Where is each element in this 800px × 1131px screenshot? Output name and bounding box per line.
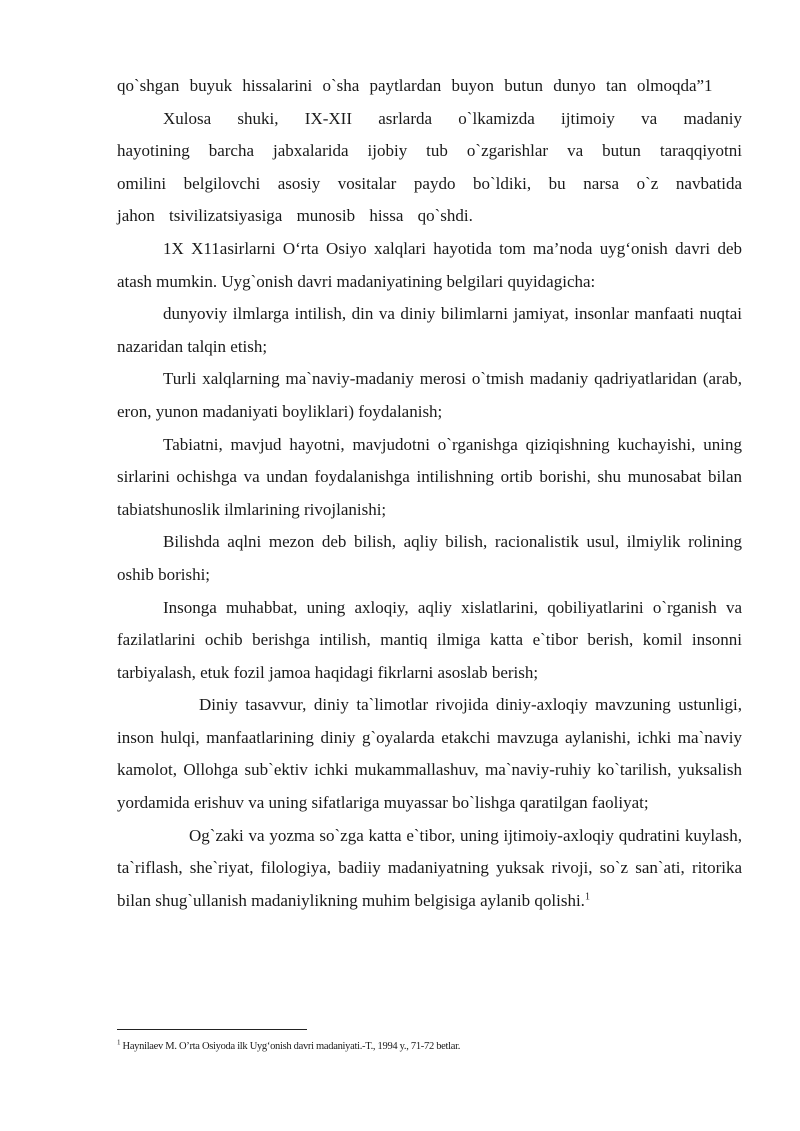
footnote-text: Haynilaev M. O’rta Osiyoda ilk Uyg‘onish davri madaniyati.-T., 1994 y., 71-72 betlar. xyxy=(122,1041,461,1052)
footnote xyxy=(117,1040,742,1054)
paragraph-renaissance-intro: 1X X11asirlarni O‘rta Osiyo xalqlari hayotida tom ma’noda uyg‘onish davri deb atash mumkin. Uyg`onish davri madaniyatining belgilari quyidagicha: xyxy=(117,238,742,291)
document-body xyxy=(117,70,742,917)
paragraph-text: Og`zaki va yozma so`zga katta e`tibor, uning ijtimoiy-axloqiy qudratini kuylash, ta`riflash, she`riyat, filologiya, badiiy madaniyatning yuksak rivoji, so`z san`ati, ritorika bilan shug`ullanish madaniylikning muhim belgisiga aylanib qolishi. xyxy=(117,825,742,910)
paragraph-conclusion: Xulosa shuki, IX-XII asrlarda o`lkamizda ijtimoiy va madaniy hayotining barcha jabxalarida ijobiy tub o`zgarishlar va butun taraqqiyotni omilini belgilovchi asosiy vositalar paydo bo`ldiki, bu narsa o`z navbatida jahon tsivilizatsiyasiga munosib hissa qo`shdi. xyxy=(117,108,742,226)
paragraph-item-religion: Diniy tasavvur, diniy ta`limotlar rivojida diniy-axloqiy mavzuning ustunligi, inson hulqi, manfaatlarining diniy g`oyalarda etakchi mavzuga aylanishi, ichki ma`naviy kamolot, Ollohga sub`ektiv ichki mukammallashuv, ma`naviy-ruhiy ko`tarilish, yuksalish yordamida erishuv va uning sifatlariga muyassar bo`lishga qaratilgan faoliyat; xyxy=(117,695,742,813)
footnote-mark: 1 xyxy=(117,1038,121,1047)
paragraph-item-nature: Tabiatni, mavjud hayotni, mavjudotni o`rganishga qiziqishning kuchayishi, uning sirlarini ochishga va undan foydalanishga intilishning ortib borishi, shu munosabat bilan tabiatshunoslik ilmlarining rivojlanishi; xyxy=(117,434,742,519)
footnote-reference[interactable]: 1 xyxy=(584,891,590,903)
paragraph-item-secular-sciences: dunyoviy ilmlarga intilish, din va diniy bilimlarni jamiyat, insonlar manfaati nuqtai nazaridan talqin etish; xyxy=(117,304,742,356)
paragraph-item-humanism: Insonga muhabbat, uning axloqiy, aqliy xislatlarini, qobiliyatlarini o`rganish va fazilatlarini ochib berishga intilish, mantiq ilmiga katta e`tibor berish, komil insonni tarbiyalash, etuk fozil jamoa haqidagi fikrlarni asoslab berish; xyxy=(117,597,742,682)
paragraph-item-reason: Bilishda aqlni mezon deb bilish, aqliy bilish, racionalistik usul, ilmiylik rolining oshib borishi; xyxy=(117,532,742,584)
footnote-divider xyxy=(117,1029,307,1030)
paragraph-item-word xyxy=(117,820,742,918)
paragraph-continuation: qo`shgan buyuk hissalarini o`sha paytlardan buyon butun dunyo tan olmoqda”1 xyxy=(117,76,713,95)
paragraph-item-heritage: Turli xalqlarning ma`naviy-madaniy merosi o`tmish madaniy qadriyatlaridan (arab, eron, yunon madaniyati boyliklari) foydalanish; xyxy=(117,369,742,421)
